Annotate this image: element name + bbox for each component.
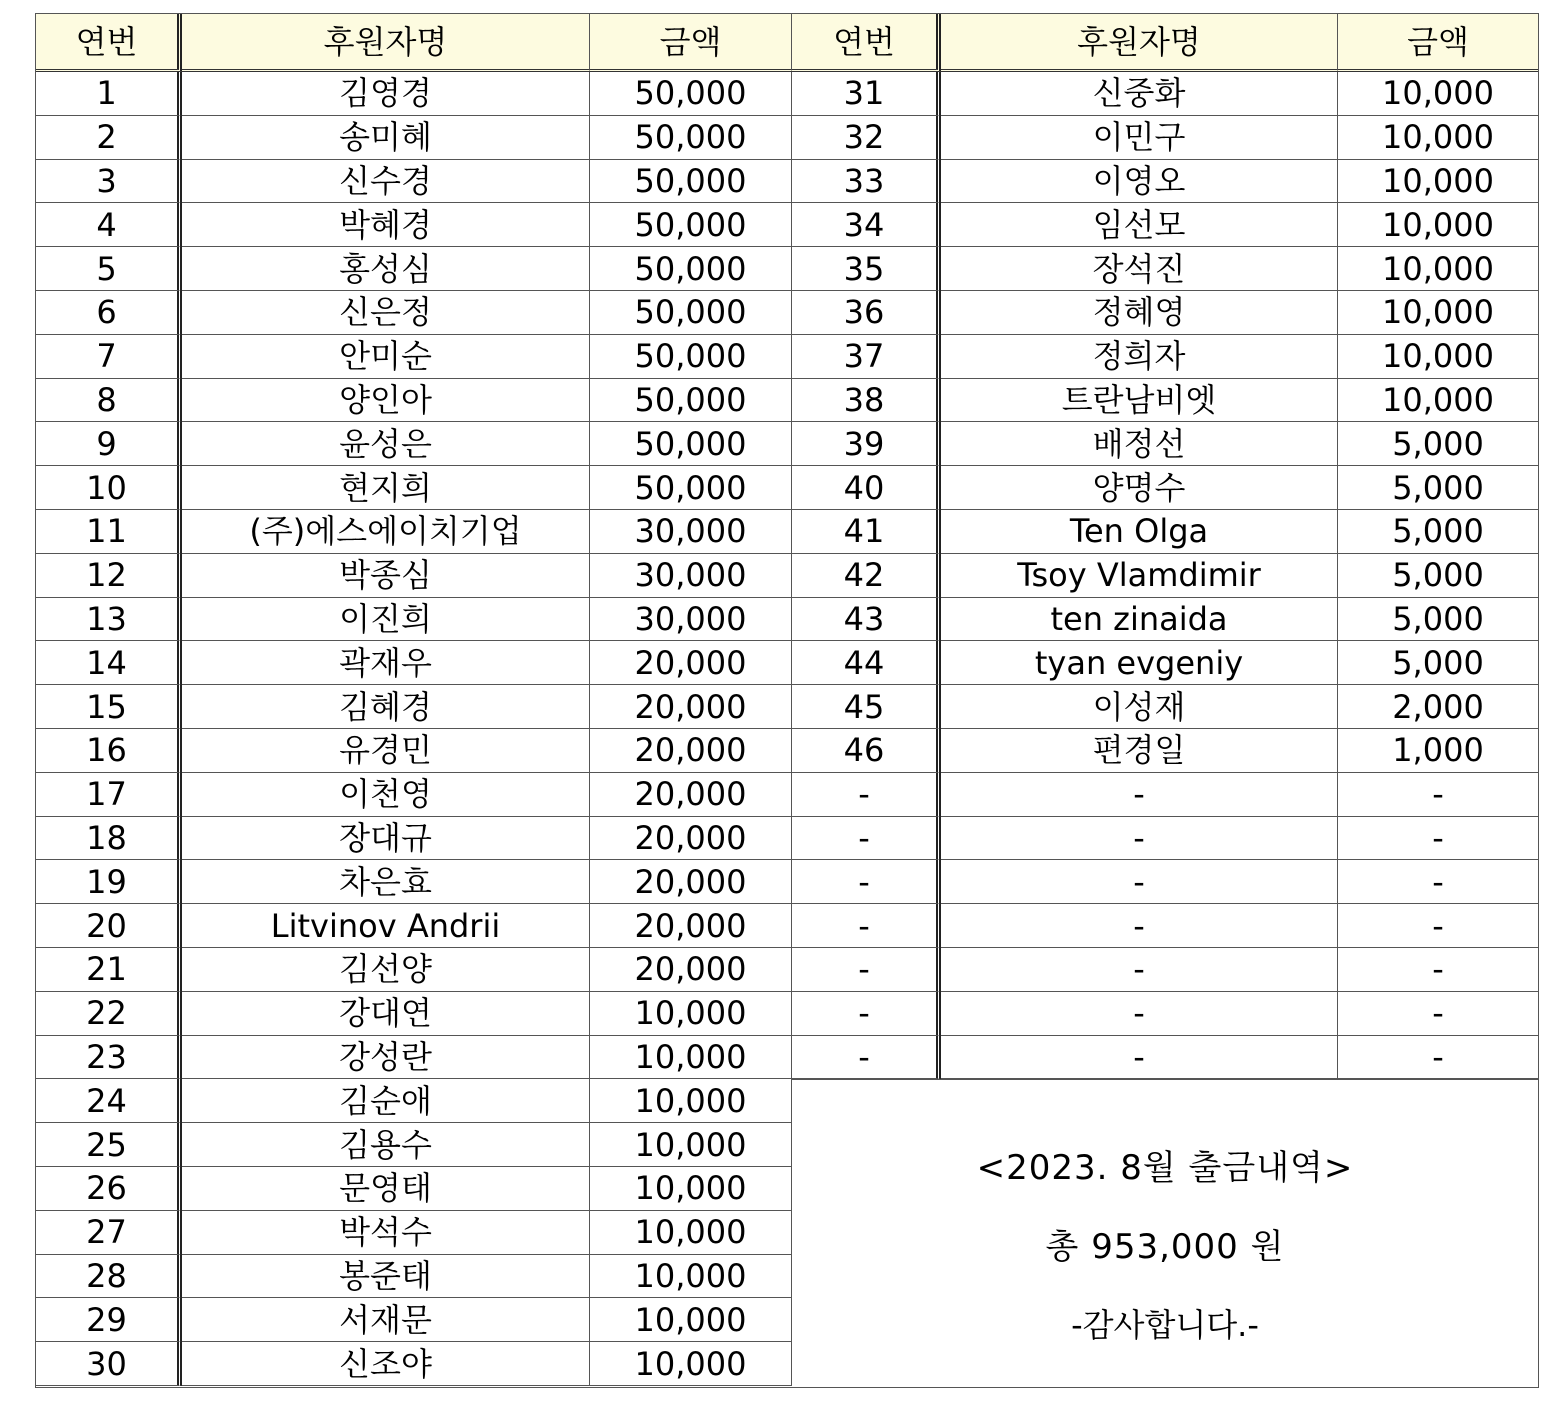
right-row-amount: 10,000	[1338, 335, 1538, 379]
left-row-no: 15	[36, 685, 182, 729]
header-right-amount: 금액	[1338, 14, 1538, 72]
left-row-no: 22	[36, 992, 182, 1036]
left-row-no: 14	[36, 641, 182, 685]
right-row-no: 40	[792, 466, 941, 510]
right-row-no: -	[792, 1036, 941, 1080]
right-row-amount: 10,000	[1338, 160, 1538, 204]
left-row-no: 23	[36, 1036, 182, 1080]
left-row-name: 서재문	[182, 1298, 590, 1342]
right-row-no: 33	[792, 160, 941, 204]
right-row-name: -	[941, 904, 1338, 948]
left-row-no: 2	[36, 116, 182, 160]
left-row-amount: 50,000	[590, 203, 792, 247]
right-row-name: -	[941, 948, 1338, 992]
left-row-amount: 20,000	[590, 860, 792, 904]
left-row-amount: 20,000	[590, 685, 792, 729]
header-left-amount: 금액	[590, 14, 792, 72]
left-row-no: 18	[36, 817, 182, 861]
left-row-amount: 50,000	[590, 247, 792, 291]
right-row-no: -	[792, 773, 941, 817]
left-row-amount: 10,000	[590, 1298, 792, 1342]
right-row-name: 정혜영	[941, 291, 1338, 335]
left-row-name: 강성란	[182, 1036, 590, 1080]
left-row-amount: 50,000	[590, 466, 792, 510]
left-row-no: 16	[36, 729, 182, 773]
right-row-name: 정희자	[941, 335, 1338, 379]
right-row-name: Ten Olga	[941, 510, 1338, 554]
left-row-amount: 30,000	[590, 554, 792, 598]
left-row-name: 김혜경	[182, 685, 590, 729]
left-row-name: (주)에스에이치기업	[182, 510, 590, 554]
right-row-name: tyan evgeniy	[941, 641, 1338, 685]
left-row-amount: 20,000	[590, 729, 792, 773]
right-row-amount: -	[1338, 992, 1538, 1036]
left-row-name: 신수경	[182, 160, 590, 204]
left-row-name: 박종심	[182, 554, 590, 598]
left-row-amount: 20,000	[590, 948, 792, 992]
right-row-no: 44	[792, 641, 941, 685]
left-row-amount: 50,000	[590, 422, 792, 466]
left-row-no: 7	[36, 335, 182, 379]
right-row-amount: 5,000	[1338, 641, 1538, 685]
right-row-name: 편경일	[941, 729, 1338, 773]
left-row-amount: 50,000	[590, 160, 792, 204]
right-row-no: 32	[792, 116, 941, 160]
right-row-name: Tsoy Vlamdimir	[941, 554, 1338, 598]
left-row-name: 봉준태	[182, 1255, 590, 1299]
right-row-no: 39	[792, 422, 941, 466]
right-row-amount: 10,000	[1338, 203, 1538, 247]
right-row-no: 36	[792, 291, 941, 335]
left-row-no: 17	[36, 773, 182, 817]
left-row-amount: 30,000	[590, 510, 792, 554]
donor-table	[35, 13, 1539, 1388]
left-row-name: 김순애	[182, 1079, 590, 1123]
right-row-name: -	[941, 992, 1338, 1036]
right-row-amount: -	[1338, 904, 1538, 948]
left-row-name: 박석수	[182, 1211, 590, 1255]
left-row-no: 9	[36, 422, 182, 466]
left-row-no: 13	[36, 598, 182, 642]
left-row-amount: 50,000	[590, 72, 792, 116]
left-row-no: 19	[36, 860, 182, 904]
left-row-amount: 20,000	[590, 817, 792, 861]
right-row-name: 이성재	[941, 685, 1338, 729]
summary-title: <2023. 8월 출금내역>	[976, 1147, 1354, 1188]
left-row-no: 20	[36, 904, 182, 948]
left-row-amount: 10,000	[590, 1255, 792, 1299]
left-row-amount: 10,000	[590, 1167, 792, 1211]
right-row-amount: 5,000	[1338, 554, 1538, 598]
left-row-name: 유경민	[182, 729, 590, 773]
right-row-amount: 5,000	[1338, 466, 1538, 510]
right-row-amount: -	[1338, 773, 1538, 817]
left-row-name: 차은효	[182, 860, 590, 904]
right-row-no: -	[792, 992, 941, 1036]
left-row-no: 4	[36, 203, 182, 247]
left-row-name: Litvinov Andrii	[182, 904, 590, 948]
right-row-amount: 5,000	[1338, 598, 1538, 642]
right-row-amount: 10,000	[1338, 291, 1538, 335]
right-row-no: 37	[792, 335, 941, 379]
left-row-amount: 20,000	[590, 773, 792, 817]
right-row-amount: -	[1338, 860, 1538, 904]
header-left-no: 연번	[36, 14, 182, 72]
left-row-no: 8	[36, 379, 182, 423]
left-row-name: 강대연	[182, 992, 590, 1036]
right-row-amount: 10,000	[1338, 116, 1538, 160]
right-row-no: 38	[792, 379, 941, 423]
right-row-no: 46	[792, 729, 941, 773]
right-row-name: 배정선	[941, 422, 1338, 466]
right-row-no: 35	[792, 247, 941, 291]
left-row-name: 김영경	[182, 72, 590, 116]
right-row-amount: 10,000	[1338, 247, 1538, 291]
left-row-no: 27	[36, 1211, 182, 1255]
right-row-no: -	[792, 860, 941, 904]
left-row-no: 10	[36, 466, 182, 510]
left-row-name: 박혜경	[182, 203, 590, 247]
left-row-no: 30	[36, 1342, 182, 1386]
left-row-name: 신은정	[182, 291, 590, 335]
right-row-amount: 10,000	[1338, 379, 1538, 423]
left-row-amount: 20,000	[590, 641, 792, 685]
left-row-name: 송미혜	[182, 116, 590, 160]
right-row-no: 31	[792, 72, 941, 116]
left-row-amount: 10,000	[590, 1211, 792, 1255]
left-row-no: 6	[36, 291, 182, 335]
right-row-name: -	[941, 1036, 1338, 1080]
left-row-no: 21	[36, 948, 182, 992]
right-row-name: -	[941, 773, 1338, 817]
left-row-name: 윤성은	[182, 422, 590, 466]
right-row-name: -	[941, 860, 1338, 904]
left-row-amount: 50,000	[590, 116, 792, 160]
left-row-amount: 10,000	[590, 1342, 792, 1386]
header-right-no: 연번	[792, 14, 941, 72]
left-row-no: 28	[36, 1255, 182, 1299]
left-row-amount: 30,000	[590, 598, 792, 642]
summary-total: 총 953,000 원	[1045, 1226, 1285, 1267]
left-row-amount: 20,000	[590, 904, 792, 948]
left-row-name: 문영태	[182, 1167, 590, 1211]
right-row-name: 이민구	[941, 116, 1338, 160]
header-right-name: 후원자명	[941, 14, 1338, 72]
left-row-amount: 50,000	[590, 291, 792, 335]
left-row-name: 홍성심	[182, 247, 590, 291]
right-row-amount: -	[1338, 817, 1538, 861]
left-row-no: 12	[36, 554, 182, 598]
left-row-name: 곽재우	[182, 641, 590, 685]
left-row-amount: 10,000	[590, 992, 792, 1036]
left-row-name: 현지희	[182, 466, 590, 510]
right-row-amount: 5,000	[1338, 510, 1538, 554]
left-row-amount: 10,000	[590, 1123, 792, 1167]
right-row-amount: -	[1338, 948, 1538, 992]
right-row-amount: 10,000	[1338, 72, 1538, 116]
left-row-no: 25	[36, 1123, 182, 1167]
left-row-name: 이천영	[182, 773, 590, 817]
left-row-no: 29	[36, 1298, 182, 1342]
right-row-no: -	[792, 948, 941, 992]
right-row-amount: -	[1338, 1036, 1538, 1080]
right-row-name: -	[941, 817, 1338, 861]
right-row-name: ten zinaida	[941, 598, 1338, 642]
left-row-name: 양인아	[182, 379, 590, 423]
right-row-name: 신중화	[941, 72, 1338, 116]
left-row-no: 1	[36, 72, 182, 116]
right-row-no: 43	[792, 598, 941, 642]
right-row-no: -	[792, 904, 941, 948]
right-row-no: 45	[792, 685, 941, 729]
right-row-name: 임선모	[941, 203, 1338, 247]
left-row-amount: 10,000	[590, 1079, 792, 1123]
summary-thanks: -감사합니다.-	[1071, 1305, 1259, 1344]
right-row-name: 이영오	[941, 160, 1338, 204]
right-row-amount: 5,000	[1338, 422, 1538, 466]
left-row-name: 김용수	[182, 1123, 590, 1167]
right-row-no: 41	[792, 510, 941, 554]
summary-box	[792, 1079, 1538, 1387]
header-left-name: 후원자명	[182, 14, 590, 72]
left-row-no: 5	[36, 247, 182, 291]
left-row-no: 24	[36, 1079, 182, 1123]
left-row-amount: 10,000	[590, 1036, 792, 1080]
left-row-no: 11	[36, 510, 182, 554]
left-row-name: 장대규	[182, 817, 590, 861]
right-row-no: 34	[792, 203, 941, 247]
left-row-no: 3	[36, 160, 182, 204]
right-row-no: 42	[792, 554, 941, 598]
left-row-no: 26	[36, 1167, 182, 1211]
right-row-name: 트란남비엣	[941, 379, 1338, 423]
right-row-amount: 1,000	[1338, 729, 1538, 773]
left-row-name: 안미순	[182, 335, 590, 379]
left-row-amount: 50,000	[590, 335, 792, 379]
left-row-name: 김선양	[182, 948, 590, 992]
right-row-no: -	[792, 817, 941, 861]
right-row-name: 장석진	[941, 247, 1338, 291]
right-row-amount: 2,000	[1338, 685, 1538, 729]
left-row-name: 신조야	[182, 1342, 590, 1386]
left-row-name: 이진희	[182, 598, 590, 642]
left-row-amount: 50,000	[590, 379, 792, 423]
right-row-name: 양명수	[941, 466, 1338, 510]
